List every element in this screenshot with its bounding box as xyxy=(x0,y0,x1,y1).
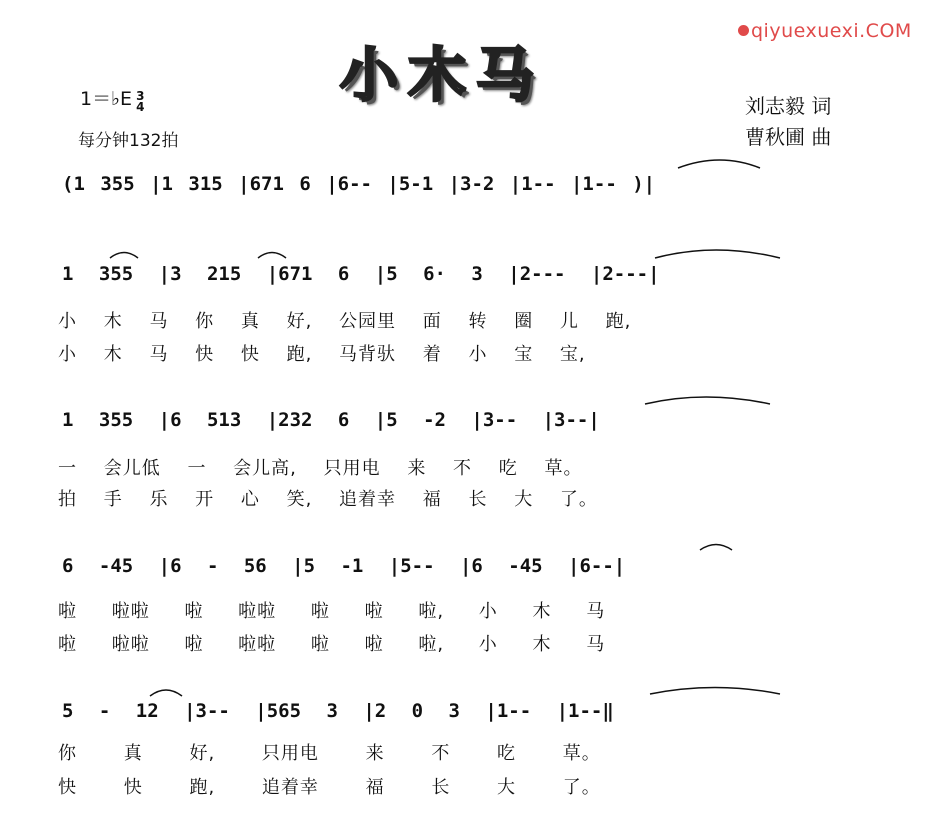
notation-line-intro: (1 355 |1 315 |671 6 |6-- |5-1 |3-2 |1-- |1-- )| xyxy=(62,173,656,195)
tempo-marking: 每分钟132拍 xyxy=(78,131,179,151)
key-text: 1＝♭E xyxy=(80,88,133,110)
time-bottom: 4 xyxy=(136,100,145,114)
tie-arc xyxy=(650,688,780,695)
tie-arc xyxy=(678,160,760,168)
lyrics-verse1-line1: 小 木 马 你 真 好, 公园里 面 转 圈 儿 跑, xyxy=(58,311,632,332)
slur-arc xyxy=(150,690,182,696)
notation-line-2: 1 355 |6 513 |232 6 |5 -2 |3-- |3--| xyxy=(62,409,600,431)
lyrics-verse2-line4: 快 快 跑, 追着幸 福 长 大 了。 xyxy=(58,777,601,798)
site-watermark: qiyuexuexi.COM xyxy=(738,20,912,42)
song-title: 小木马 xyxy=(340,41,545,109)
lyrics-verse2-line1: 小 木 马 快 快 跑, 马背驮 着 小 宝 宝, xyxy=(58,344,586,365)
slur-arc xyxy=(258,253,286,259)
lyrics-verse2-line2: 拍 手 乐 开 心 笑, 追着幸 福 长 大 了。 xyxy=(58,489,598,510)
tie-arc xyxy=(655,250,780,258)
lyrics-verse2-line3: 啦 啦啦 啦 啦啦 啦 啦 啦, 小 木 马 xyxy=(58,634,606,655)
composer-credit: 曹秋圃 曲 xyxy=(745,125,832,149)
notation-line-3: 6 -45 |6 - 56 |5 -1 |5-- |6 -45 |6--| xyxy=(62,555,626,577)
lyricist-credit: 刘志毅 词 xyxy=(745,94,832,118)
notation-line-1: 1 355 |3 215 |671 6 |5 6· 3 |2--- |2---| xyxy=(62,263,660,285)
time-top: 3 xyxy=(136,89,145,103)
slur-arc xyxy=(700,545,732,551)
lyrics-verse1-line3: 啦 啦啦 啦 啦啦 啦 啦 啦, 小 木 马 xyxy=(58,601,606,622)
lyrics-verse1-line2: 一 会儿低 一 会儿高, 只用电 来 不 吃 草。 xyxy=(58,458,583,479)
lyrics-verse1-line4: 你 真 好, 只用电 来 不 吃 草。 xyxy=(58,743,601,764)
tie-arc xyxy=(645,397,770,404)
notation-line-4: 5 - 12 |3-- |565 3 |2 0 3 |1-- |1--‖ xyxy=(62,700,614,722)
slur-arc xyxy=(110,253,138,259)
